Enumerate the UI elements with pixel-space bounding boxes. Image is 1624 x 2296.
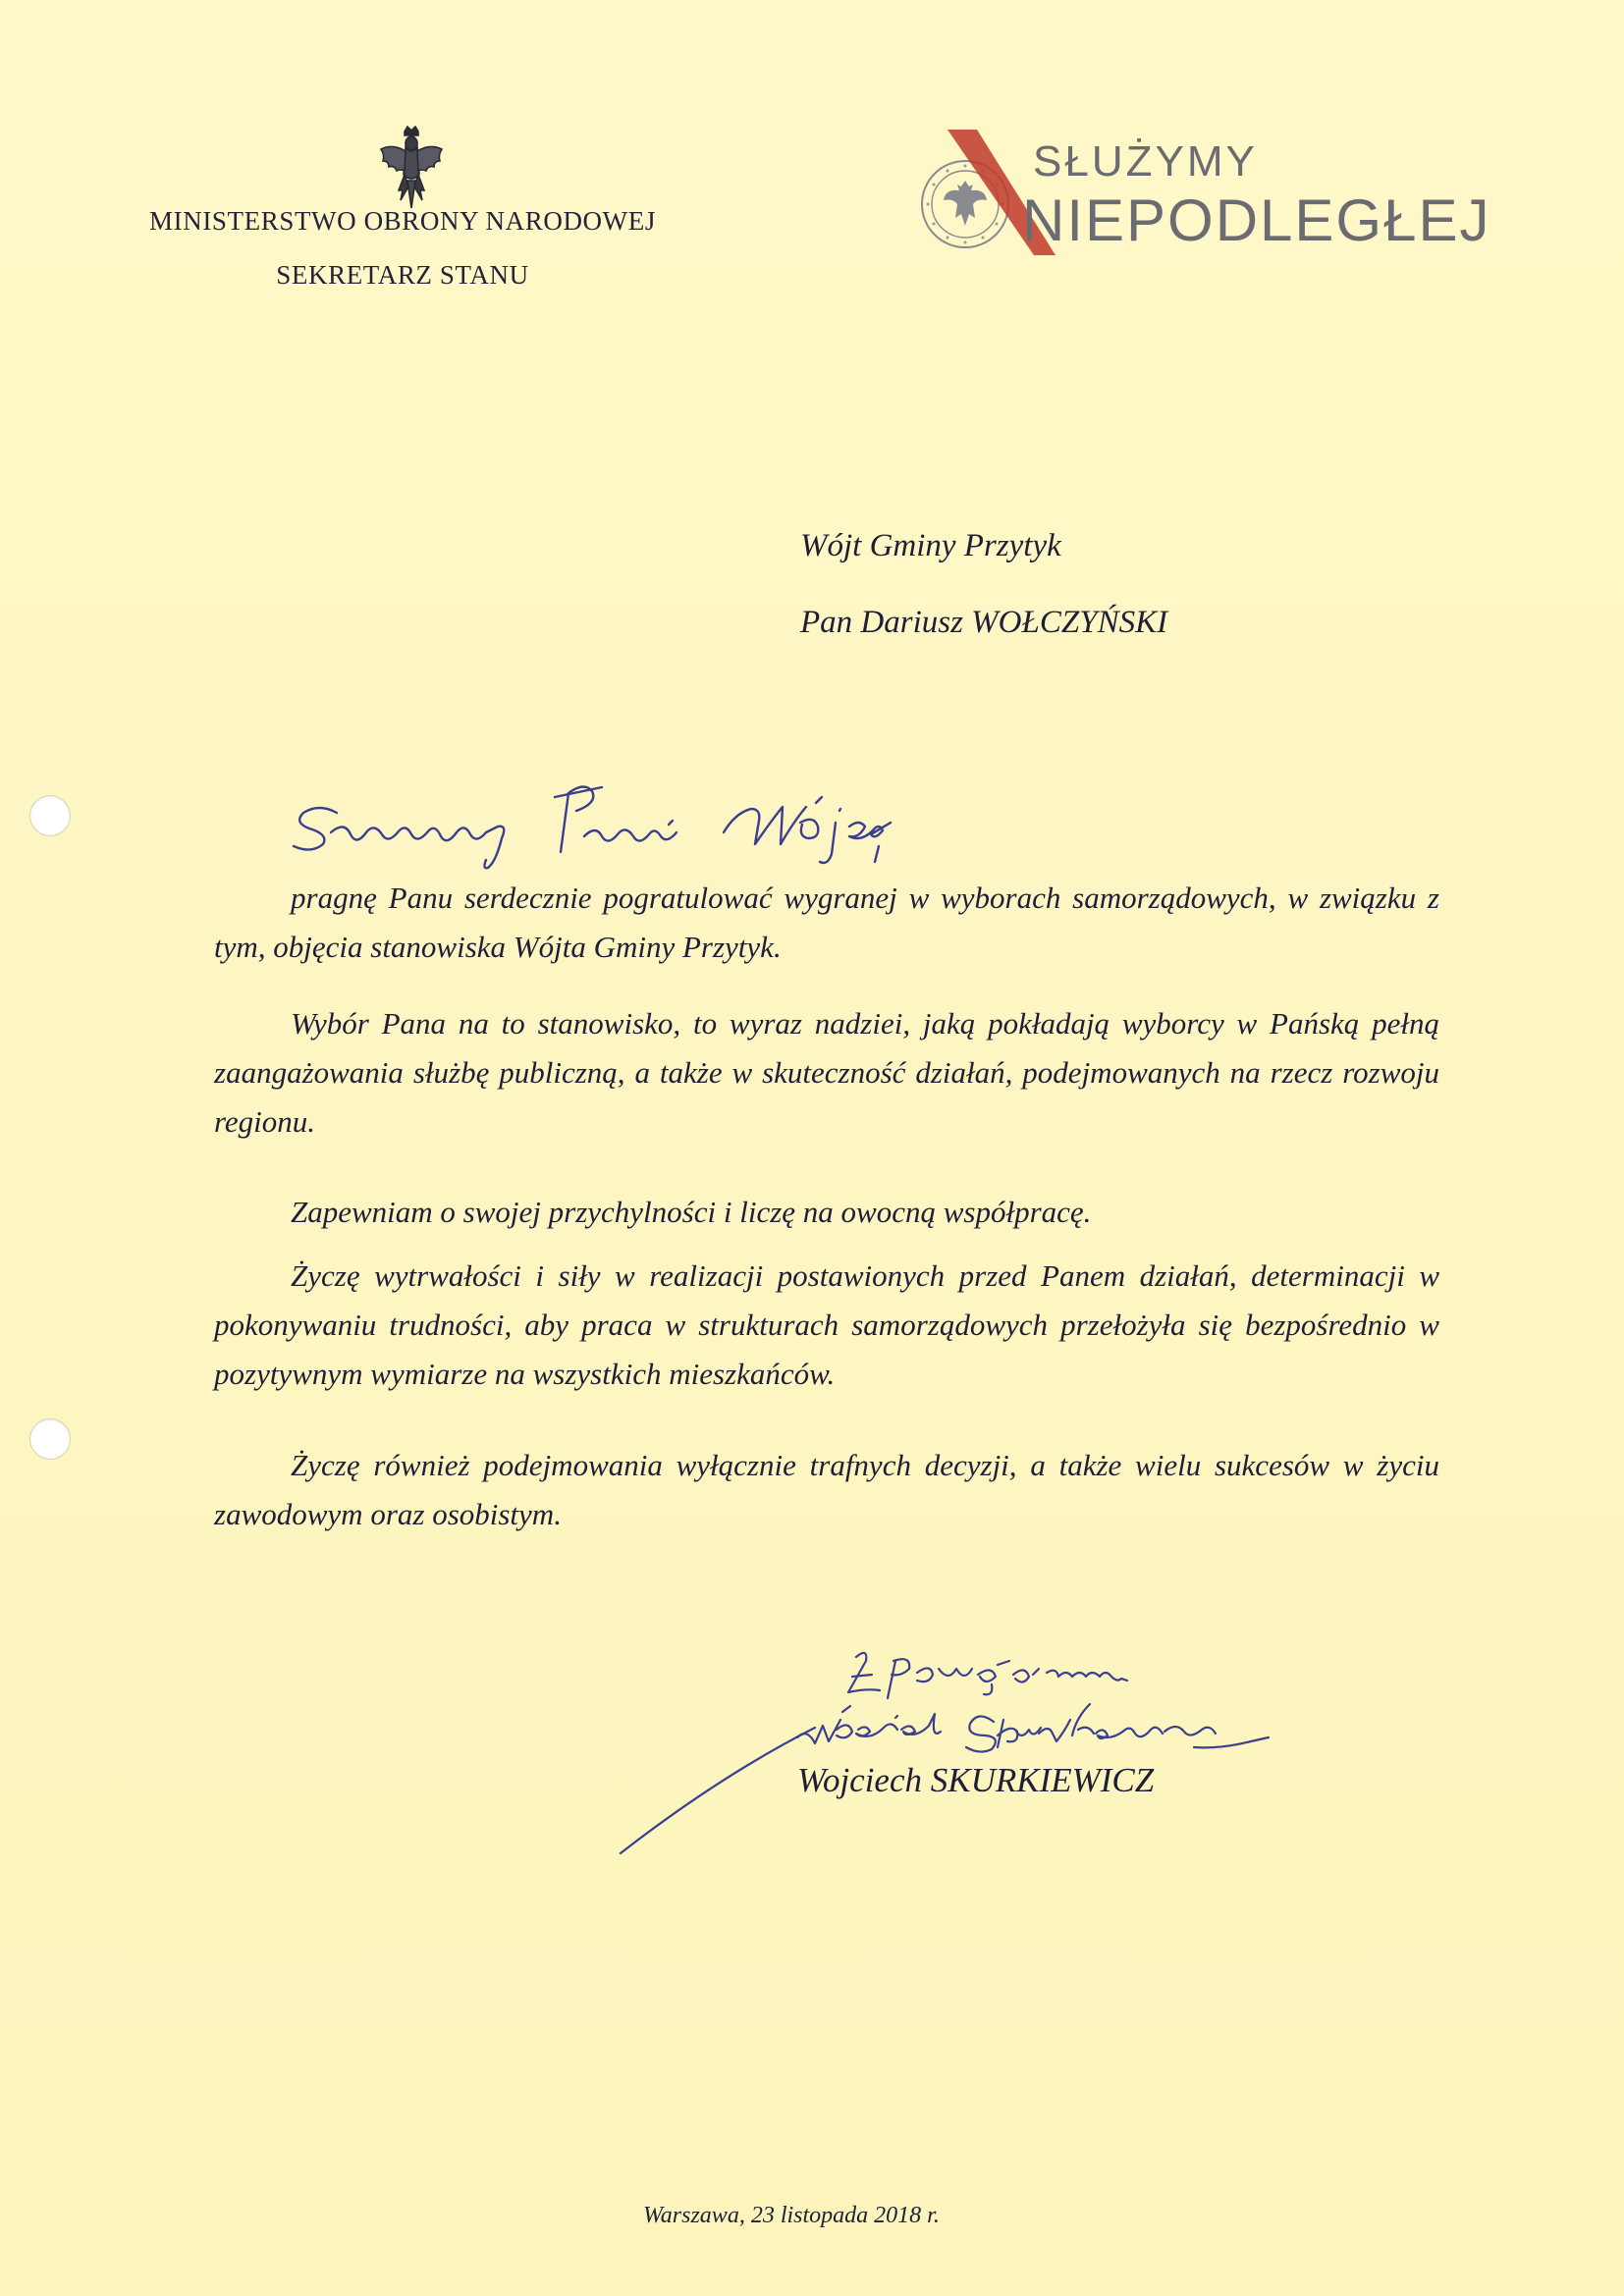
ministry-department: SEKRETARZ STANU [276, 260, 529, 290]
paragraph-4: Życzę wytrwałości i siły w realizacji postawionych przed Panem działań, determinacji w pokonywaniu trudności, aby praca w strukturach samorządowych przełożyła się bezpośrednio w pozytywnym wymiarze na wszystkich mieszkańców. [214, 1258, 1439, 1391]
polish-eagle-icon [377, 126, 446, 210]
addressee-title: Wójt Gminy Przytyk [800, 528, 1061, 563]
paragraph-3: Zapewniam o swojej przychylności i liczę na owocną współpracę. [291, 1195, 1092, 1229]
addressee-name: Pan Dariusz WOŁCZYŃSKI [800, 605, 1168, 640]
punch-hole-bottom [29, 1418, 71, 1460]
punch-hole-top [29, 795, 71, 836]
handwritten-closing-and-signature [601, 1639, 1308, 1855]
ministry-name: MINISTERSTWO OBRONY NARODOWEJ [149, 206, 656, 236]
signer-name: Wojciech SKURKIEWICZ [797, 1761, 1155, 1799]
paragraph-2: Wybór Pana na to stanowisko, to wyraz nadziei, jaką pokładają wyborcy w Pańską pełną zaangażowania służbę publiczną, a także w skuteczność działań, podejmowanych na rzecz rozwoju regionu. [214, 1006, 1439, 1139]
paragraph-1: pragnę Panu serdecznie pogratulować wygranej w wyborach samorządowych, w związku z tym, objęcia stanowiska Wójta Gminy Przytyk. [214, 881, 1439, 964]
logo-text-niepodleglej: NIEPODLEGŁEJ [1022, 187, 1491, 253]
place-and-date: Warszawa, 23 listopada 2018 r. [643, 2203, 940, 2228]
salutation-text [1, 1, 11, 2]
sluzymy-niepodleglej-logo [908, 128, 1491, 260]
logo-text-sluzymy: SŁUŻYMY [1033, 137, 1258, 186]
paragraph-5: Życzę również podejmowania wyłącznie trafnych decyzji, a także wielu sukcesów w życiu zawodowym oraz osobistym. [214, 1448, 1439, 1531]
handwritten-salutation [290, 764, 898, 872]
